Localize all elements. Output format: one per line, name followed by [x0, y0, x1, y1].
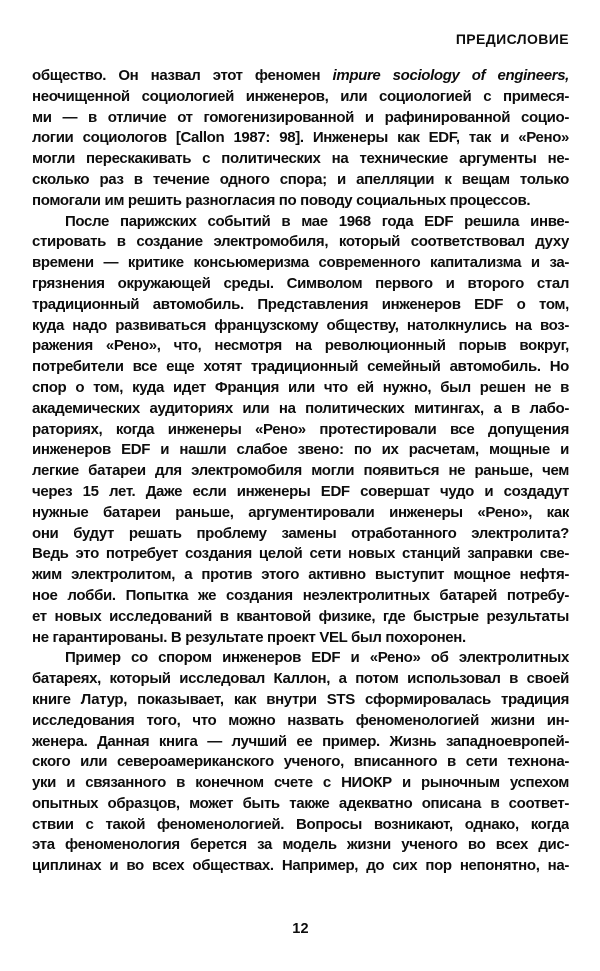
- text-line: ражения «Рено», что, несмотря на революционный порыв вокруг,: [32, 337, 569, 355]
- text-line: исследования того, что можно назвать феноменологией жизни ин-: [32, 711, 569, 729]
- text-line: грязнения окружающей среды. Символом первого и второго стал: [32, 274, 569, 292]
- text-line: опытных образцов, может быть также адекватно описана в соответ-: [32, 794, 569, 812]
- text-line: традиционный автомобиль. Представления инженеров EDF о том,: [32, 295, 569, 313]
- text-line: После парижских событий в мае 1968 года EDF решила инве-: [65, 212, 569, 230]
- text-line: уки и связанного в конечном счете с НИОКР и рыночным успехом: [32, 774, 569, 792]
- text-line: логии социологов [Callon 1987: 98]. Инженеры как EDF, так и «Рено»: [32, 129, 569, 147]
- text-line: помогали им решить разногласия по поводу социальных процессов.: [32, 191, 531, 209]
- paragraph: [32, 648, 569, 877]
- body-text: [32, 66, 569, 877]
- text-line: легкие батареи для электромобиля могли появиться не раньше, чем: [32, 462, 569, 480]
- paragraph: [32, 212, 569, 649]
- text-line: через 15 лет. Даже если инженеры EDF совершат чудо и создадут: [32, 482, 569, 500]
- text-line: сколько раз в течение одного спора; и апелляции к вещам только: [32, 170, 569, 188]
- text-line: не гарантированы. В результате проект VEL был похоронен.: [32, 628, 466, 646]
- text-line: нужные батареи раньше, аргументировали инженеры «Рено», как: [32, 503, 569, 521]
- text-line: потребители все еще хотят традиционный семейный автомобиль. Но: [32, 358, 569, 376]
- text-line: времени — критике консьюмеризма современного капитализма и за-: [32, 254, 569, 272]
- text-line: инженеров EDF и нашли слабое звено: по их расчетам, мощные и: [32, 441, 569, 459]
- text-line: стировать в создание электромобиля, который соответствовал духу: [32, 233, 569, 251]
- text-line: раториях, когда инженеры «Рено» протестировали все допущения: [32, 420, 569, 438]
- text-line: [32, 66, 569, 87]
- text-line: академических аудиториях или на политических митингах, а в лабо-: [32, 399, 569, 417]
- text-line: ского или североамериканского ученого, вписанного в сети технона-: [32, 753, 569, 771]
- text-line: Ведь это потребует создания целой сети новых станций заправки све-: [32, 545, 569, 563]
- text-line: они будут решать проблему замены отработанного электролита?: [32, 524, 569, 542]
- italic-phrase: impure sociology of engineers,: [332, 67, 569, 84]
- text-line: Пример со спором инженеров EDF и «Рено» об электролитных: [65, 649, 569, 667]
- text-line: ет новых исследований в квантовой физике, где быстрые результаты: [32, 607, 569, 625]
- page-number: 12: [292, 921, 309, 937]
- text-segment: общество. Он назвал этот феномен: [32, 67, 333, 84]
- text-line: неочищенной социологией инженеров, или социологией с примеся-: [32, 87, 569, 105]
- paragraph: [32, 66, 569, 212]
- text-line: батареях, который исследовал Каллон, а потом использовал в своей: [32, 670, 569, 688]
- text-line: ное лобби. Попытка же создания неэлектролитных батарей потребу-: [32, 586, 569, 604]
- text-line: ствии с такой феноменологией. Вопросы возникают, однако, когда: [32, 815, 569, 833]
- text-line: циплинах и во всех обществах. Например, до сих пор непонятно, на-: [32, 857, 569, 875]
- text-line: книге Латур, показывает, как внутри STS сформировалась традиция: [32, 690, 569, 708]
- text-line: жим электролитом, а против этого активно выступит мощное нефтя-: [32, 566, 569, 584]
- text-line: куда надо развиваться французскому обществу, натолкнулись на воз-: [32, 316, 569, 334]
- text-line: эта феноменология берется за модель жизни ученого во всех дис-: [32, 836, 569, 854]
- text-line: женера. Данная книга — лучший ее пример. Жизнь западноевропей-: [32, 732, 569, 750]
- text-line: ми — в отличие от гомогенизированной и рафинированной социо-: [32, 108, 569, 126]
- running-head: ПРЕДИСЛОВИЕ: [455, 31, 569, 47]
- text-line: спор о том, куда идет Франция или что ей нужно, был решен не в: [32, 378, 569, 396]
- text-line: могли перескакивать с политических на технические аргументы не-: [32, 150, 569, 168]
